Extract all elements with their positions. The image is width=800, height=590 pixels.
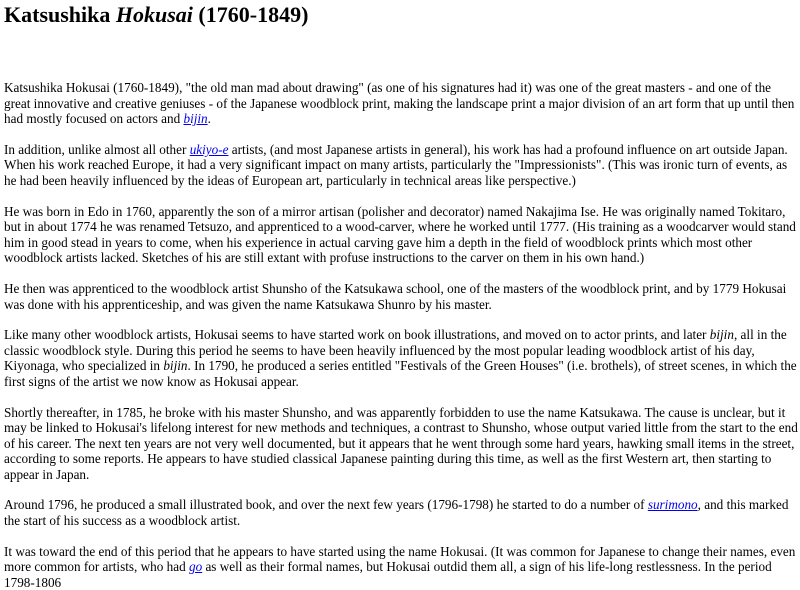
paragraph-apprenticeship: He then was apprenticed to the woodblock artist Shunsho of the Katsukawa school, one of the masters of the woodblock print, and by 1779 Hokusai was done with his apprenticeship, and was given the name Katsukawa Shunro by his master. <box>4 280 787 312</box>
article <box>0 2 800 590</box>
paragraph-text: . In 1790, he produced a series entitled "Festivals of the Green Houses" (i.e. brothels), of street scenes, in which the first signs of the artist we now know as Hokusai appear. <box>4 358 797 389</box>
link-ukiyo-e[interactable]: ukiyo-e <box>189 141 229 157</box>
italic-term-bijin: bijin <box>709 327 734 343</box>
paragraph-influence <box>2 142 798 189</box>
paragraph-early-work <box>2 327 798 389</box>
title-suffix: (1760-1849) <box>192 2 309 27</box>
paragraph-text: , all in the classic woodblock style. During this period he seems to have been heavily influenced by the most popular leading woodblock artist of his day, Kiyonaga, who specialized in <box>4 327 787 374</box>
paragraph-text: artists, (and most Japanese artists in general), his work has had a profound influence on art outside Japan. When his work reached Europe, it had a very significant impact on many artists, particularly the "Impressionists". (This was ironic turn of events, as he had been heavily influenced by the ideas of European art, particularly in technical areas like perspective.) <box>4 141 788 188</box>
paragraph-text: It was toward the end of this period that he appears to have started using the name Hokusai. (It was common for Japanese to change their names, even more common for artists, who had <box>4 543 796 575</box>
link-surimono[interactable]: surimono <box>647 497 698 513</box>
paragraph-birth: He was born in Edo in 1760, apparently the son of a mirror artisan (polisher and decorator) named Nakajima Ise. He was originally named Tokitaro, but in about 1774 he was renamed Tetsuzo, and apprenticed to a wood-carver, where he worked until 1777. (His training as a woodcarver would stand him in good stead in years to come, when his experience in actual carving gave him a depth in the field of woodblock prints which most other woodblock artists lacked. Sketches of his are still extant with profuse instructions to the carver on them in his own hand.) <box>4 203 796 266</box>
paragraph-text: as well as their formal names, but Hokusai outdid them all, a sign of his life-long restlessness. In the period 1798-1806 <box>4 559 772 590</box>
paragraph-text: In addition, unlike almost all other <box>4 141 190 157</box>
paragraph-text: Katsushika Hokusai (1760-1849), "the old man mad about drawing" (as one of his signatures had it) was one of the great masters - and one of the great innovative and creative geniuses - of the Japanese woodblock print, making the landscape print a major division of an art form that up until then had mostly focused on actors and <box>4 80 795 127</box>
italic-term-bijin: bijin <box>163 358 188 374</box>
paragraph-surimono <box>2 497 798 528</box>
title-emphasis: Hokusai <box>115 2 193 27</box>
paragraph-break-with-master: Shortly thereafter, in 1785, he broke with his master Shunsho, and was apparently forbidden to use the name Katsukawa. The cause is unclear, but it may be linked to Hokusai's lifelong interest for new methods and techniques, a contrast to Shunsho, whose output varied little from the start to the end of his career. The next ten years are not very well documented, but it appears that he went through some hard years, hawking small items in the street, according to some reports. He appears to have studied classical Japanese painting during this time, as well as the first Western art, then starting to appear in Japan. <box>4 404 798 482</box>
paragraph-intro <box>2 80 798 127</box>
page-title <box>4 2 798 28</box>
paragraph-text: , and this marked the start of his success as a woodblock artist. <box>4 497 789 529</box>
paragraph-text: Around 1796, he produced a small illustrated book, and over the next few years (1796-1798) he started to do a number of <box>4 497 648 513</box>
paragraph-text: . <box>207 111 211 127</box>
title-spacer <box>2 28 798 80</box>
link-bijin[interactable]: bijin <box>183 111 208 127</box>
paragraph-name-hokusai <box>2 544 798 590</box>
link-go[interactable]: go <box>188 559 203 575</box>
paragraph-text: Like many other woodblock artists, Hokusai seems to have started work on book illustrations, and moved on to actor prints, and later <box>4 327 710 343</box>
title-prefix: Katsushika <box>4 2 116 27</box>
